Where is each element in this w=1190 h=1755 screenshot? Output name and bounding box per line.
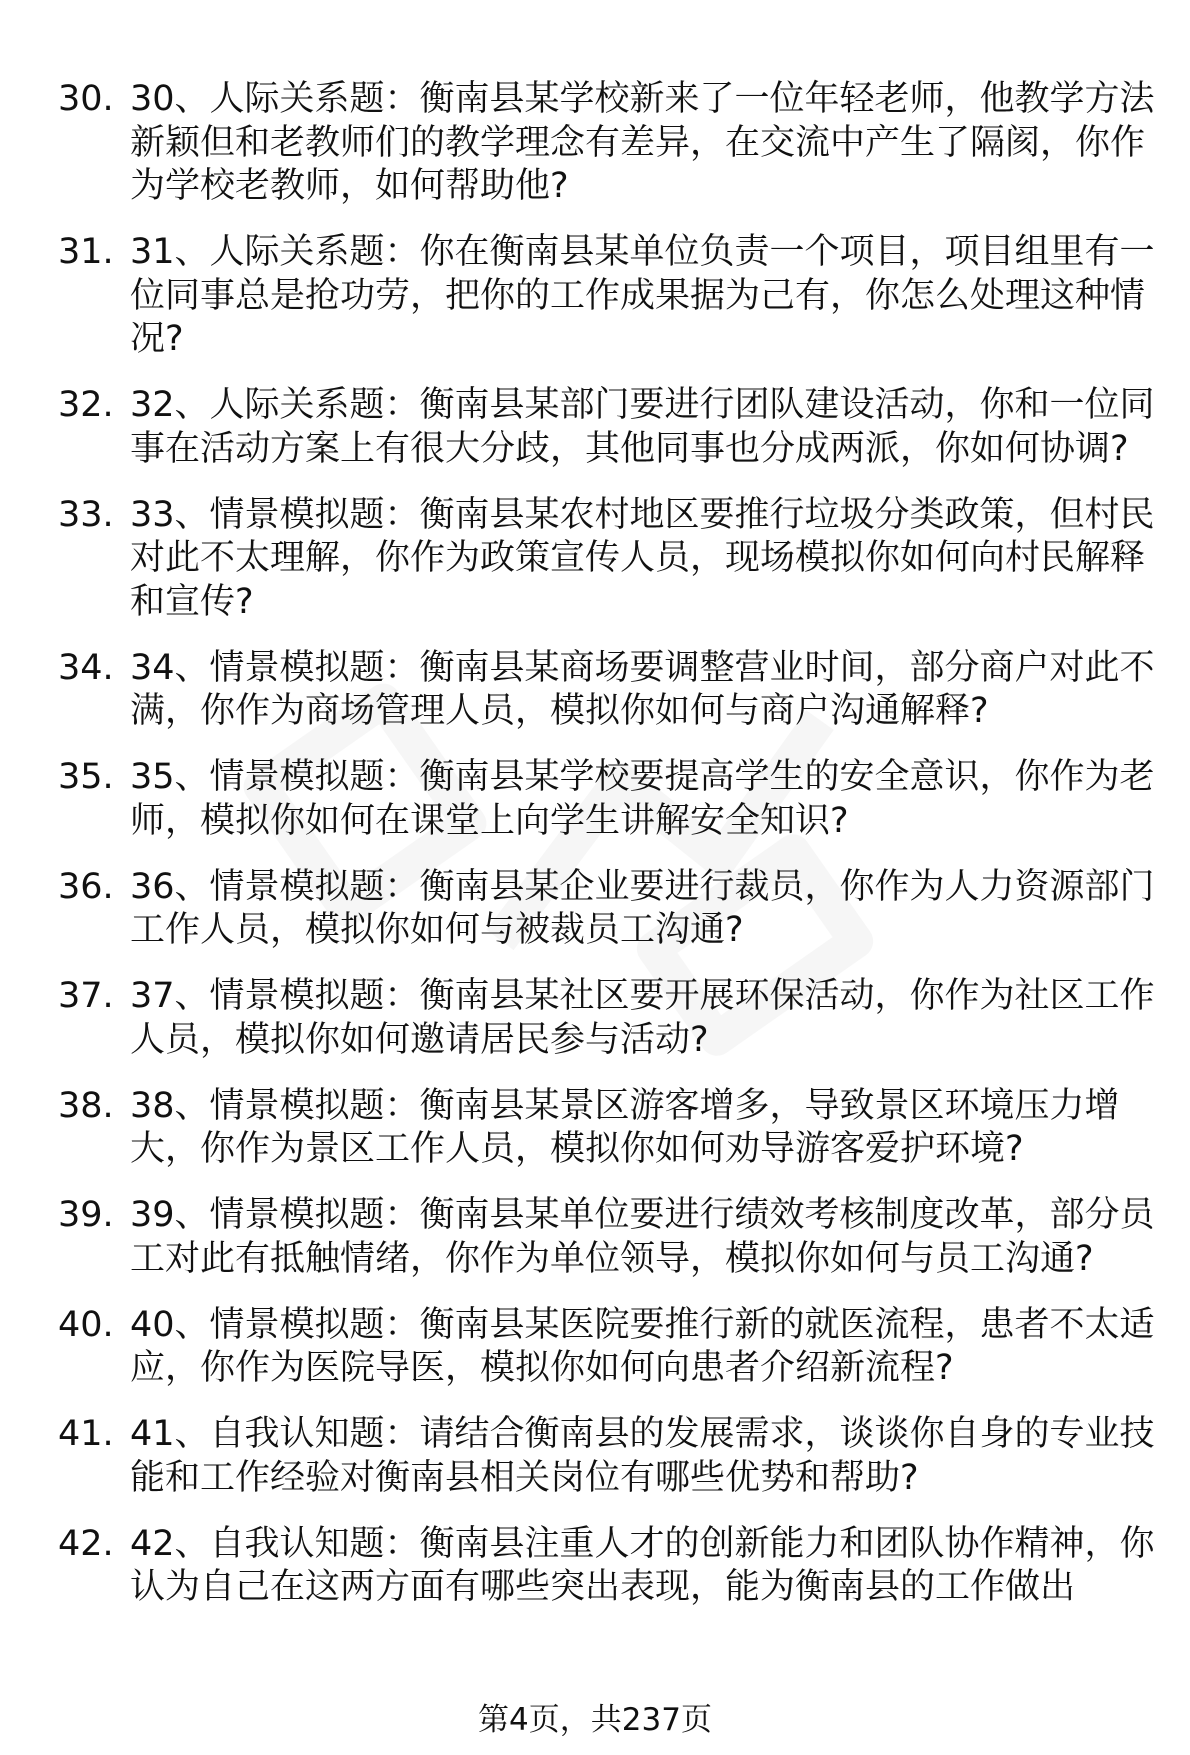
question-item-42 bbox=[58, 1523, 1158, 1610]
question-item-35 bbox=[58, 756, 1158, 843]
question-text: 39、情景模拟题：衡南县某单位要进行绩效考核制度改革，部分员工对此有抵触情绪，你作为单位领导，模拟你如何与员工沟通? bbox=[130, 1195, 1155, 1279]
question-text: 36、情景模拟题：衡南县某企业要进行裁员，你作为人力资源部门工作人员，模拟你如何与被裁员工沟通? bbox=[130, 866, 1155, 950]
question-number: 32. bbox=[58, 385, 114, 425]
question-item-38 bbox=[58, 1085, 1158, 1172]
question-number: 37. bbox=[58, 976, 114, 1016]
question-number: 40. bbox=[58, 1304, 114, 1345]
question-item-33 bbox=[58, 494, 1158, 625]
question-number: 39. bbox=[58, 1195, 114, 1235]
question-list bbox=[58, 78, 1158, 1632]
question-number: 31. bbox=[58, 232, 114, 272]
question-text: 32、人际关系题：衡南县某部门要进行团队建设活动，你和一位同事在活动方案上有很大分歧，其他同事也分成两派，你如何协调? bbox=[130, 385, 1155, 469]
question-item-32 bbox=[58, 384, 1158, 471]
question-text: 38、情景模拟题：衡南县某景区游客增多，导致景区环境压力增大，你作为景区工作人员，模拟你如何劝导游客爱护环境? bbox=[130, 1085, 1120, 1169]
question-text: 34、情景模拟题：衡南县某商场要调整营业时间，部分商户对此不满，你作为商场管理人员，模拟你如何与商户沟通解释? bbox=[130, 647, 1155, 731]
question-number: 38. bbox=[58, 1085, 114, 1126]
question-item-39 bbox=[58, 1194, 1158, 1281]
question-number: 34. bbox=[58, 647, 114, 688]
question-text: 31、人际关系题：你在衡南县某单位负责一个项目，项目组里有一位同事总是抢功劳，把你的工作成果据为己有，你怎么处理这种情况? bbox=[130, 232, 1155, 359]
question-item-40 bbox=[58, 1304, 1158, 1391]
question-number: 30. bbox=[58, 79, 114, 119]
question-number: 42. bbox=[58, 1523, 114, 1564]
question-text: 30、人际关系题：衡南县某学校新来了一位年轻老师，他教学方法新颖但和老教师们的教学理念有差异，在交流中产生了隔阂，你作为学校老教师，如何帮助他? bbox=[130, 79, 1155, 206]
question-number: 33. bbox=[58, 494, 114, 535]
question-text: 40、情景模拟题：衡南县某医院要推行新的就医流程，患者不太适应，你作为医院导医，模拟你如何向患者介绍新流程? bbox=[130, 1304, 1155, 1388]
page-number-footer: 第4页，共237页 bbox=[478, 1702, 712, 1738]
question-item-30 bbox=[58, 78, 1158, 209]
question-number: 35. bbox=[58, 757, 114, 797]
question-text: 33、情景模拟题：衡南县某农村地区要推行垃圾分类政策，但村民对此不太理解，你作为政策宣传人员，现场模拟你如何向村民解释和宣传? bbox=[130, 494, 1155, 622]
question-text: 42、自我认知题：衡南县注重人才的创新能力和团队协作精神，你认为自己在这两方面有哪些突出表现，能为衡南县的工作做出 bbox=[130, 1523, 1155, 1607]
question-text: 37、情景模拟题：衡南县某社区要开展环保活动，你作为社区工作人员，模拟你如何邀请居民参与活动? bbox=[130, 976, 1155, 1060]
question-number: 41. bbox=[58, 1414, 114, 1454]
question-item-31 bbox=[58, 231, 1158, 362]
question-item-36 bbox=[58, 866, 1158, 953]
question-number: 36. bbox=[58, 866, 114, 907]
question-item-37 bbox=[58, 975, 1158, 1062]
question-item-41 bbox=[58, 1413, 1158, 1500]
question-item-34 bbox=[58, 647, 1158, 734]
question-text: 41、自我认知题：请结合衡南县的发展需求，谈谈你自身的专业技能和工作经验对衡南县相关岗位有哪些优势和帮助? bbox=[130, 1414, 1155, 1498]
question-text: 35、情景模拟题：衡南县某学校要提高学生的安全意识，你作为老师，模拟你如何在课堂上向学生讲解安全知识? bbox=[130, 757, 1155, 841]
